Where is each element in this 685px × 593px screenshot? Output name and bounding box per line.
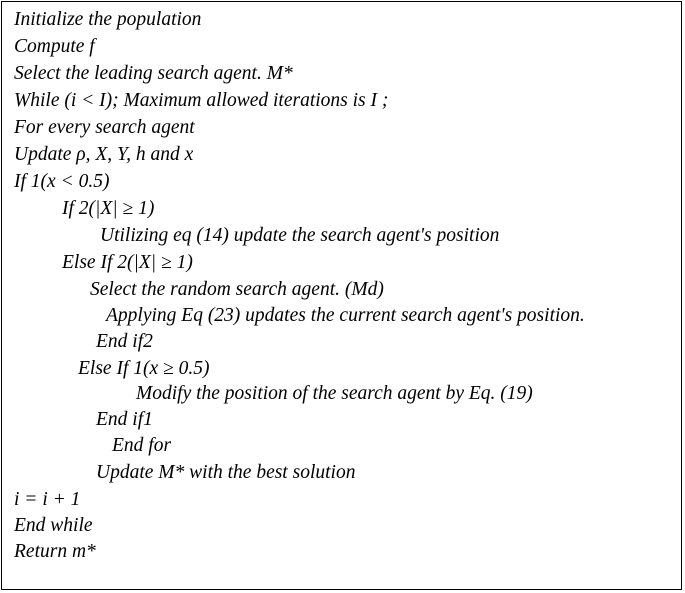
line-end-for: End for [112, 435, 172, 456]
line-utilizing-eq14: Utilizing eq (14) update the search agent's position [100, 225, 500, 246]
algorithm-box [1, 1, 682, 590]
line-if1-condition: If 1(x < 0.5) [14, 171, 110, 192]
line-end-if2: End if2 [96, 331, 153, 352]
line-update-parameters: Update ρ, X, Y, h and x [14, 144, 194, 165]
line-end-while: End while [14, 515, 93, 536]
line-return: Return m* [14, 541, 96, 562]
line-initialize-population: Initialize the population [14, 9, 202, 30]
line-update-best-solution: Update M* with the best solution [96, 462, 356, 483]
line-select-leading-agent: Select the leading search agent. M* [14, 63, 293, 84]
line-select-random-agent: Select the random search agent. (Md) [90, 279, 384, 300]
line-applying-eq23: Applying Eq (23) updates the current search agent's position. [106, 305, 585, 326]
line-while-loop: While (i < I); Maximum allowed iterations is I ; [14, 90, 389, 111]
line-increment-i: i = i + 1 [14, 489, 81, 510]
line-for-every-agent: For every search agent [14, 117, 195, 138]
line-else-if1: Else If 1(x ≥ 0.5) [78, 358, 210, 379]
line-end-if1: End if1 [96, 409, 153, 430]
line-else-if2: Else If 2(|X| ≥ 1) [62, 252, 193, 273]
line-if2-condition: If 2(|X| ≥ 1) [62, 198, 155, 219]
line-compute-f: Compute f [14, 36, 95, 57]
line-modify-position-eq19: Modify the position of the search agent by Eq. (19) [136, 383, 533, 404]
